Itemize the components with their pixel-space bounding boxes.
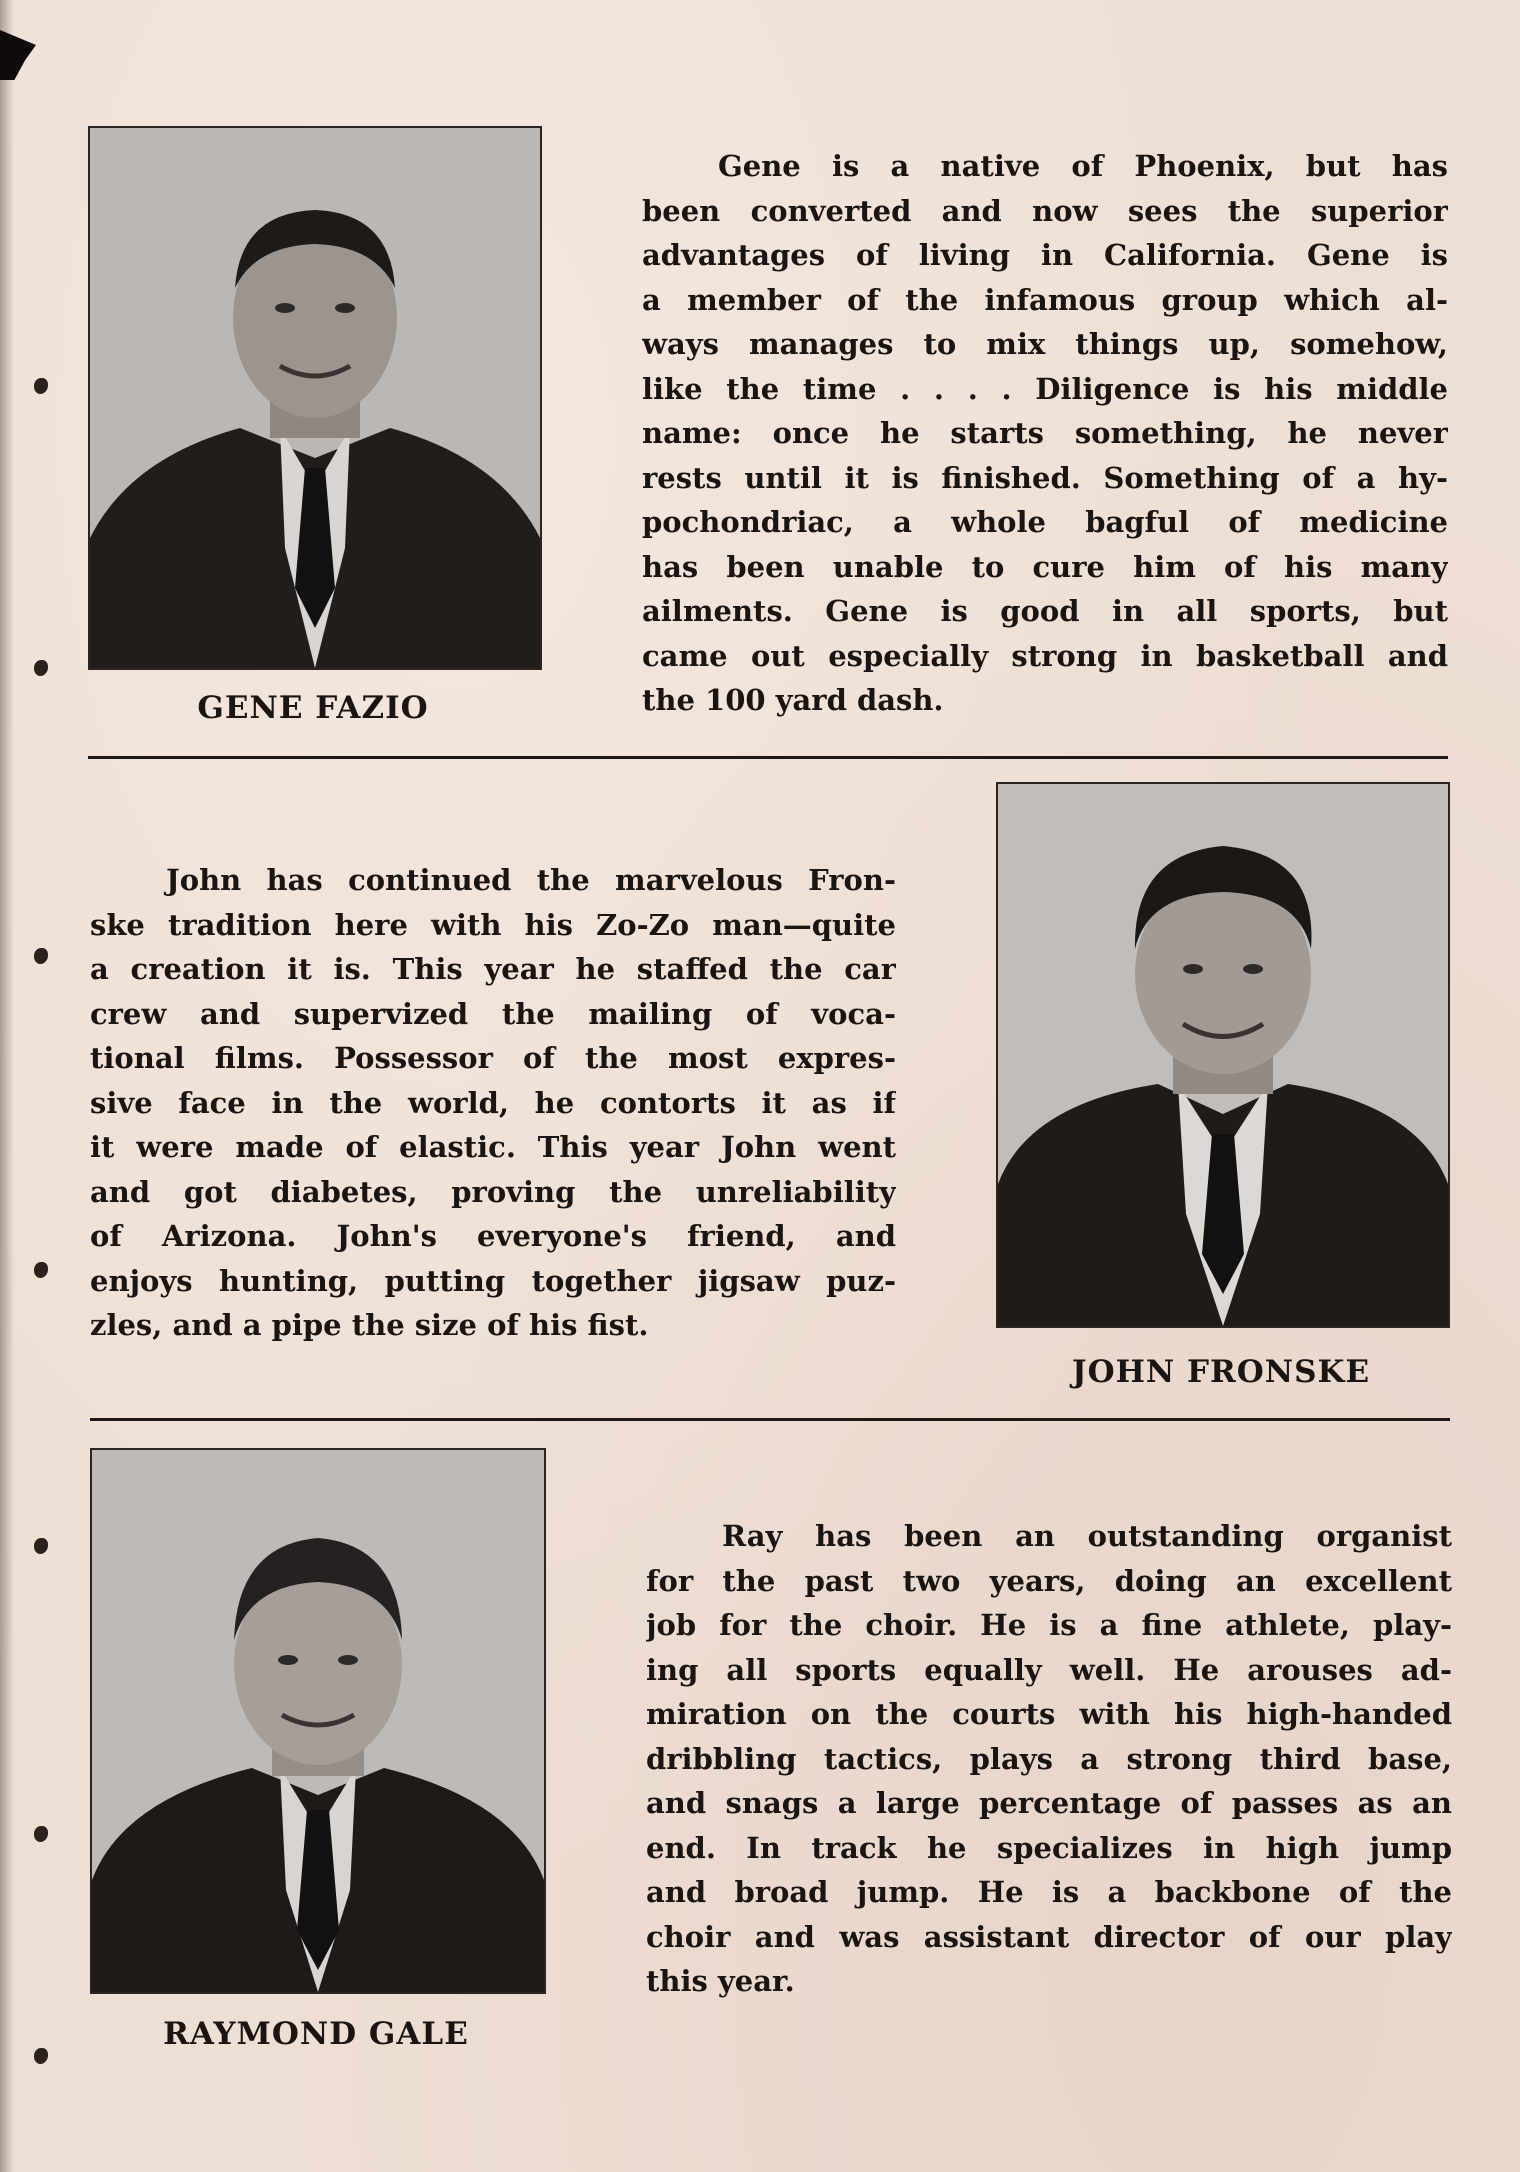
bio-raymond-gale [646,1514,1452,2004]
bio-line: dribbling tactics, plays a strong third base, [646,1741,1452,1776]
bio-line: of Arizona. John's everyone's friend, and [90,1219,896,1253]
bio-line: rests until it is finished. Something of a hy- [642,460,1448,495]
binder-hole [34,378,48,394]
bio-line: Gene is a native of Phoenix, but has [718,149,1448,183]
bio-line: and got diabetes, proving the unreliability [90,1174,896,1209]
bio-line: for the past two years, doing an excellent [646,1563,1452,1598]
section-divider [88,756,1448,759]
bio-line: ailments. Gene is good in all sports, but [642,594,1448,628]
bio-line: has been unable to cure him of his many [642,549,1448,584]
bio-line: end. In track he specializes in high jump [646,1830,1452,1865]
binder-hole [34,660,48,676]
bio-line: pochondriac, a whole bagful of medicine [642,505,1448,539]
torn-corner [0,30,36,80]
bio-line: job for the choir. He is a fine athlete, play- [646,1608,1452,1642]
bio-line: came out especially strong in basketball and [642,638,1448,673]
bio-line: a member of the infamous group which al- [642,282,1448,317]
bio-line: advantages of living in California. Gene is [642,238,1448,272]
binder-hole [34,1262,48,1278]
bio-line: tional films. Possessor of the most expres- [90,1041,896,1075]
portrait-silhouette [998,784,1448,1326]
bio-gene-fazio [642,144,1448,723]
bio-line: sive face in the world, he contorts it as if [90,1085,896,1120]
name-caption-gene-fazio: GENE FAZIO [197,690,429,726]
binding-edge [0,0,14,2172]
portrait-silhouette [92,1450,544,1992]
name-caption-john-fronske: JOHN FRONSKE [1071,1354,1371,1390]
bio-line: name: once he starts something, he never [642,416,1448,450]
bio-line: ing all sports equally well. He arouses ad- [646,1652,1452,1687]
bio-line: and snags a large percentage of passes as an [646,1786,1452,1820]
bio-john-fronske [90,858,896,1348]
portrait-silhouette [90,128,540,668]
portrait-photo-john-fronske [996,782,1450,1328]
bio-line: a creation it is. This year he staffed the car [90,952,896,986]
bio-line: choir and was assistant director of our play [646,1919,1452,1954]
bio-line: and broad jump. He is a backbone of the [646,1875,1452,1909]
binder-hole [34,2048,48,2064]
portrait-photo-gene-fazio [88,126,542,670]
bio-line: it were made of elastic. This year John went [90,1130,896,1164]
bio-line: Ray has been an outstanding organist [722,1519,1452,1553]
portrait-photo-raymond-gale [90,1448,546,1994]
bio-line: zles, and a pipe the size of his fist. [90,1308,649,1342]
binder-hole [34,948,48,964]
binder-hole [34,1826,48,1842]
bio-line: crew and supervized the mailing of voca- [90,996,896,1031]
bio-line: ske tradition here with his Zo-Zo man—quite [90,907,896,942]
bio-line: this year. [646,1964,795,1998]
bio-line: like the time . . . . Diligence is his middle [642,371,1448,406]
section-divider [90,1418,1450,1421]
bio-line: the 100 yard dash. [642,683,944,717]
bio-line: John has continued the marvelous Fron- [166,863,896,897]
name-caption-raymond-gale: RAYMOND GALE [163,2016,469,2052]
bio-line: miration on the courts with his high-handed [646,1697,1452,1731]
binder-hole [34,1538,48,1554]
bio-line: ways manages to mix things up, somehow, [642,327,1448,361]
bio-line: enjoys hunting, putting together jigsaw puz- [90,1263,896,1298]
bio-line: been converted and now sees the superior [642,193,1448,228]
